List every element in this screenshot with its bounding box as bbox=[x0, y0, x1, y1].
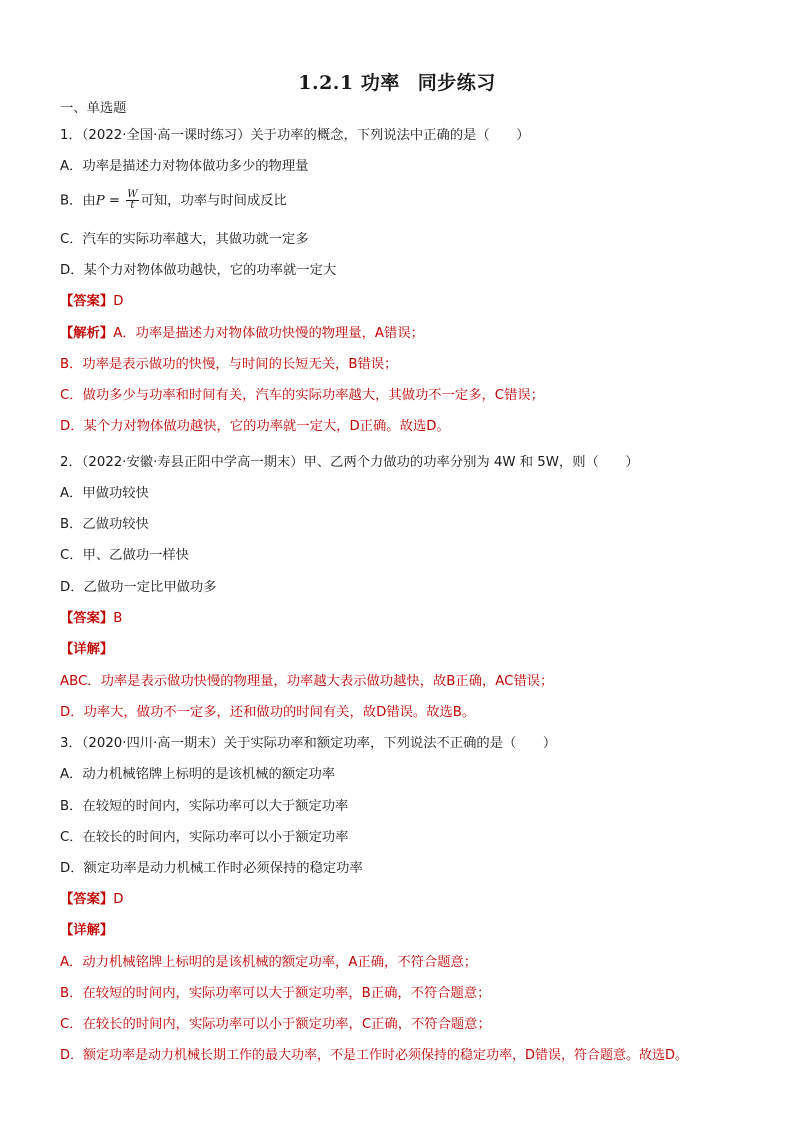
q2-detail-2: D．功率大，做功不一定多，还和做功的时间有关，故D错误。故选B。 bbox=[60, 705, 476, 720]
q2-stem: 2．（2022·安徽·寿县正阳中学高一期末）甲、乙两个力做功的功率分别为 4W 和 5W，则（ ） bbox=[60, 455, 639, 470]
q1-b-equals: = bbox=[104, 193, 125, 209]
q1-stem: 1．（2022·全国·高一课时练习）关于功率的概念，下列说法中正确的是（ ） bbox=[60, 128, 530, 143]
section-heading: 一、单选题 bbox=[60, 101, 127, 116]
q1-b-suffix: 可知，功率与时间成反比 bbox=[140, 193, 287, 209]
q2-option-c: C．甲、乙做功一样快 bbox=[60, 548, 189, 563]
q2-detail-tag: 【详解】 bbox=[60, 642, 114, 657]
q1-answer-tag: 【答案】 bbox=[60, 294, 114, 309]
q2-answer-tag: 【答案】 bbox=[60, 611, 114, 626]
q1-option-b bbox=[60, 190, 287, 212]
q3-detail-2: B．在较短的时间内，实际功率可以大于额定功率，B正确，不符合题意； bbox=[60, 986, 491, 1001]
q1-analysis-text-1: A．功率是描述力对物体做功快慢的物理量，A错误； bbox=[113, 326, 424, 341]
q3-option-b: B．在较短的时间内，实际功率可以大于额定功率 bbox=[60, 799, 349, 814]
q2-detail-1: ABC．功率是表示做功快慢的物理量，功率越大表示做功越快，故B正确，AC错误； bbox=[60, 674, 554, 689]
q1-analysis-4: D．某个力对物体做功越快，它的功率就一定大，D正确。故选D。 bbox=[60, 419, 450, 434]
q1-analysis-3: C．做功多少与功率和时间有关，汽车的实际功率越大，其做功不一定多，C错误； bbox=[60, 388, 544, 403]
q1-option-c: C．汽车的实际功率越大，其做功就一定多 bbox=[60, 232, 309, 247]
q1-analysis-1 bbox=[60, 324, 424, 344]
q2-option-b: B．乙做功较快 bbox=[60, 517, 149, 532]
q3-answer bbox=[60, 890, 123, 910]
q1-analysis-tag: 【解析】 bbox=[60, 326, 114, 341]
q1-b-numerator: W bbox=[127, 189, 138, 200]
q3-answer-value: D bbox=[113, 892, 124, 907]
q1-option-d: D．某个力对物体做功越快，它的功率就一定大 bbox=[60, 263, 337, 278]
q3-detail-4: D．额定功率是动力机械长期工作的最大功率，不是工作时必须保持的稳定功率，D错误，符合题意。故选D。 bbox=[60, 1048, 689, 1063]
q3-detail-1: A．动力机械铭牌上标明的是该机械的额定功率，A正确，不符合题意； bbox=[60, 955, 478, 970]
q3-answer-tag: 【答案】 bbox=[60, 892, 114, 907]
q3-option-c: C．在较长的时间内，实际功率可以小于额定功率 bbox=[60, 830, 349, 845]
page-title bbox=[0, 68, 794, 95]
q1-option-a: A．功率是描述力对物体做功多少的物理量 bbox=[60, 159, 309, 174]
q1-b-fraction bbox=[126, 190, 138, 211]
title-number: 1.2.1 功率 bbox=[298, 72, 400, 94]
q2-option-d: D．乙做功一定比甲做功多 bbox=[60, 580, 217, 595]
title-text: 同步练习 bbox=[417, 72, 496, 94]
q2-option-a: A．甲做功较快 bbox=[60, 486, 149, 501]
q3-option-a: A．动力机械铭牌上标明的是该机械的额定功率 bbox=[60, 767, 336, 782]
q3-detail-tag: 【详解】 bbox=[60, 923, 114, 938]
q1-b-p-symbol: P bbox=[95, 193, 105, 209]
q3-detail-3: C．在较长的时间内，实际功率可以小于额定功率，C正确，不符合题意； bbox=[60, 1017, 491, 1032]
q2-answer-value: B bbox=[113, 611, 123, 626]
q2-answer bbox=[60, 609, 122, 629]
q3-stem: 3．（2020·四川·高一期末）关于实际功率和额定功率，下列说法不正确的是（ ） bbox=[60, 736, 557, 751]
q3-option-d: D．额定功率是动力机械工作时必须保持的稳定功率 bbox=[60, 861, 363, 876]
q1-answer-value: D bbox=[113, 294, 124, 309]
q1-answer bbox=[60, 292, 123, 312]
q1-b-prefix: B．由 bbox=[60, 193, 96, 209]
q1-analysis-2: B．功率是表示做功的快慢，与时间的长短无关，B错误； bbox=[60, 357, 398, 372]
q1-b-denominator: t bbox=[130, 200, 135, 211]
